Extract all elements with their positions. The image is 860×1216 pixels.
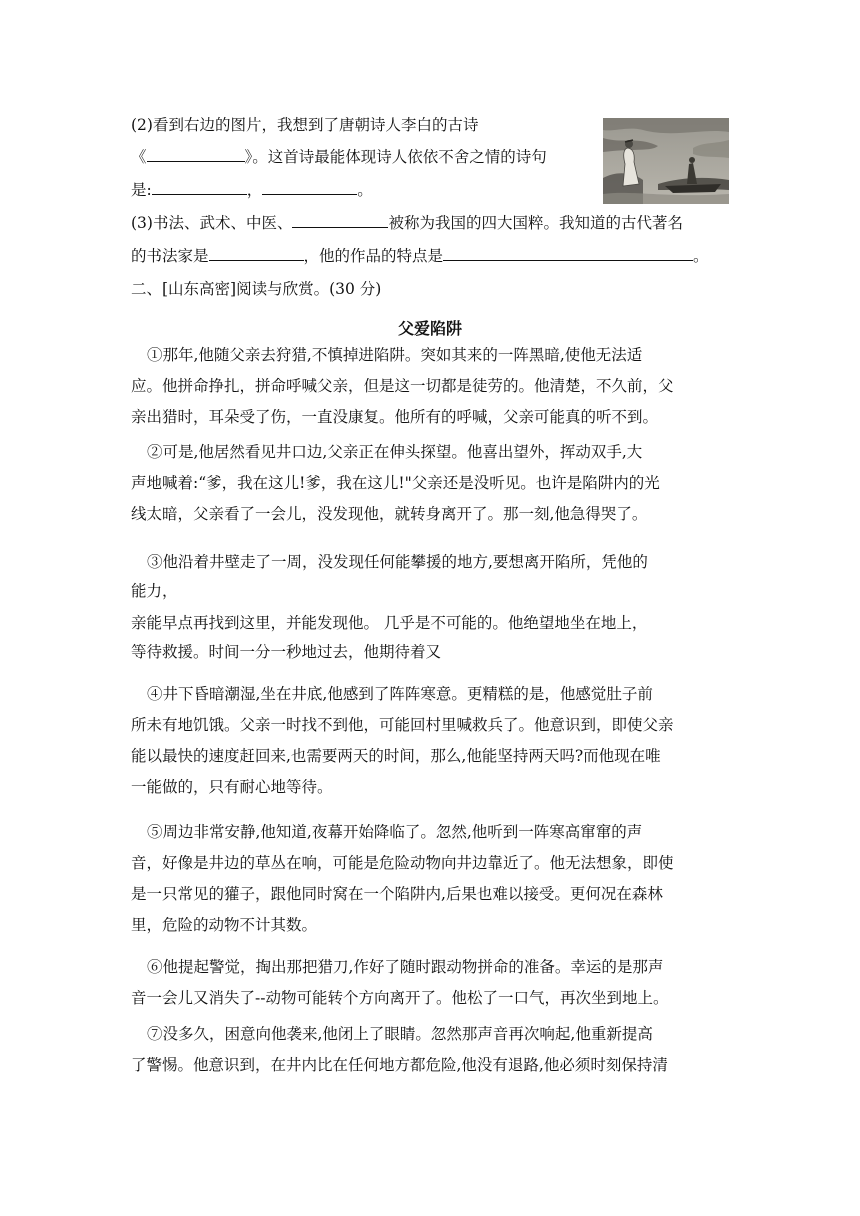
section-2-heading: 二、[山东高密]阅读与欣赏。(30 分) (131, 280, 382, 298)
poem-title-blank[interactable] (147, 147, 245, 162)
question-2-line-3: 是: ， 。 (131, 181, 373, 199)
works-feature-blank[interactable] (443, 246, 693, 261)
poem-line-blank-1[interactable] (152, 180, 247, 195)
paragraph-6: ⑥他提起警觉，掏出那把猎刀,作好了随时跟动物拼命的准备。幸运的是那声 音一会儿又消失了--动物可能转个方向离开了。他松了一口气，再次坐到地上。 (131, 958, 669, 1007)
paragraph-4: ④井下昏暗潮湿,坐在井底,他感到了阵阵寒意。更精糕的是，他感觉肚子前 所未有地饥饿。父亲一时找不到他，可能回村里喊救兵了。他意识到，即使父亲 能以最快的速度赶回来,也需要两天的时间，那么,他能坚持两天吗?而他现在唯 一能做的，只有耐心地等待。 (131, 685, 674, 796)
paragraph-1: ①那年,他随父亲去狩猎,不慎掉进陷阱。突如其来的一阵黑暗,使他无法适 应。他拼命挣扎，拼命呼喊父亲，但是这一切都是徒劳的。他清楚，不久前，父 亲出猎时，耳朵受了伤，一直没康复。他所有的呼喊，父亲可能真的听不到。 (131, 346, 674, 426)
question-2-line-2: 《 》。这首诗最能体现诗人依依不舍之情的诗句 (131, 148, 547, 166)
question-3-line-1: (3)书法、武术、中医、 被称为我国的四大国粹。我知道的古代著名 (131, 214, 683, 232)
question-2-text: (2)看到右边的图片，我想到了唐朝诗人李白的古诗 (131, 116, 479, 134)
poem-line-blank-2[interactable] (262, 180, 357, 195)
question-3-line-2: 的书法家是 ，他的作品的特点是 。 (131, 247, 709, 265)
paragraph-7: ⑦没多久，困意向他袭来,他闭上了眼睛。忽然那声音再次响起,他重新提高 了警惕。他意识到，在井内比在任何地方都危险,他没有退路,他必须时刻保持清 (131, 1025, 668, 1074)
paragraph-2: ②可是,他居然看见井口边,父亲正在伸头探望。他喜出望外，挥动双手,大 声地喊着:“爹，我在这儿!爹，我在这儿!"父亲还是没听见。也许是陷阱内的光 线太暗，父亲看了一会儿，没发现他，就转身离开了。那一刻,他急得哭了。 (131, 443, 660, 523)
calligrapher-blank[interactable] (209, 246, 304, 261)
paragraph-5: ⑤周边非常安静,他知道,夜幕开始降临了。忽然,他听到一阵寒高窜窜的声 音，好像是井边的草丛在响，可能是危险动物向井边靠近了。他无法想象，即使 是一只常见的獾子，跟他同时窝在一个陷阱内,后果也难以接受。更何况在森林 里，危险的动物不计其数。 (131, 823, 674, 934)
fourth-national-essence-blank[interactable] (292, 213, 388, 228)
question-2-line-1 (131, 115, 591, 135)
article-title: 父爱陷阱 (397, 319, 462, 338)
poet-farewell-illustration (603, 118, 729, 204)
paragraph-3: ③他沿着井壁走了一周，没发现任何能攀援的地方,要想离开陷所，凭他的 能力， 亲能早点再找到这里，并能发现他。 几乎是不可能的。他绝望地坐在地上， 等待救援。时间一分一秒地过去，他期待着又 (131, 553, 648, 661)
